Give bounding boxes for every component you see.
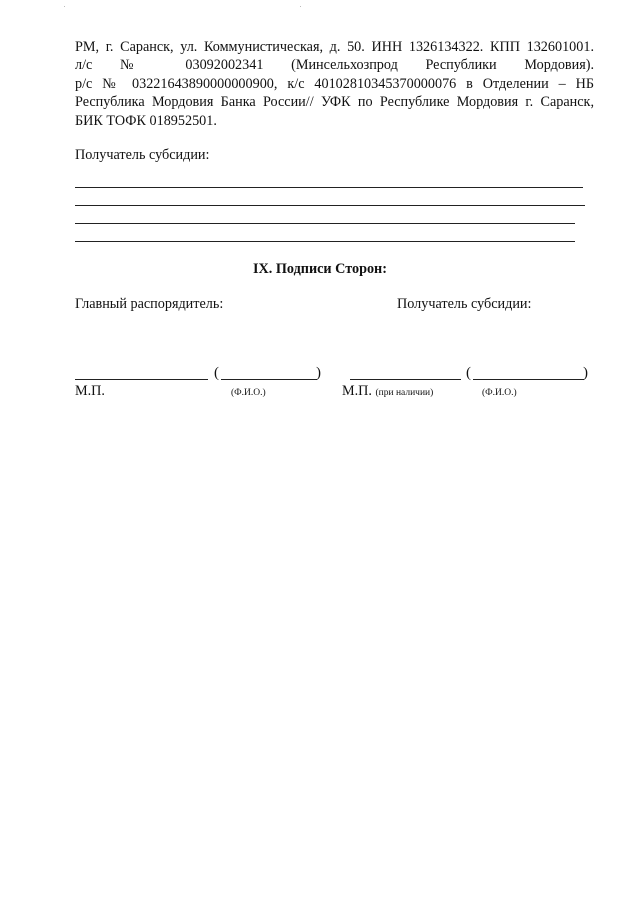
left-fio-open-paren: ( (214, 365, 219, 381)
bank-details-line: БИК ТОФК 018952501. (75, 112, 217, 129)
right-seal-mark-group (342, 383, 433, 400)
scan-dot (300, 6, 301, 7)
subsidy-recipient-label: Получатель субсидии: (397, 296, 532, 312)
right-signature-line[interactable] (350, 379, 461, 380)
left-fio-caption: (Ф.И.О.) (231, 388, 266, 398)
right-seal-mark: М.П. (342, 383, 372, 399)
bank-details-line: Республика Мордовия Банка России// УФК по Республике Мордовия г. Саранск, (75, 94, 594, 111)
right-fio-line[interactable] (473, 379, 584, 380)
bank-details-line: р/с № 03221643890000000900, к/с 40102810345370000076 в Отделении – НБ (75, 75, 594, 92)
recipient-fill-line[interactable] (75, 223, 575, 224)
recipient-label: Получатель субсидии: (75, 147, 210, 163)
left-seal-mark: М.П. (75, 383, 105, 399)
left-fio-line[interactable] (221, 379, 317, 380)
recipient-fill-line[interactable] (75, 187, 583, 188)
right-fio-open-paren: ( (466, 365, 471, 381)
left-fio-close-paren: ) (316, 365, 321, 381)
recipient-fill-line[interactable] (75, 205, 585, 206)
left-signature-line[interactable] (75, 379, 208, 380)
bank-details-line: РМ, г. Саранск, ул. Коммунистическая, д. 50. ИНН 1326134322. КПП 132601001. (75, 39, 594, 55)
bank-details-line: л/с № 03092002341 (Минсельхозпрод Республики Мордовия). (75, 57, 594, 74)
bank-details-paragraph (75, 38, 594, 130)
scan-dot (64, 6, 65, 7)
right-fio-caption: (Ф.И.О.) (482, 388, 517, 398)
recipient-fill-line[interactable] (75, 241, 575, 242)
chief-manager-label: Главный распорядитель: (75, 296, 224, 312)
right-fio-close-paren: ) (583, 365, 588, 381)
right-seal-note: (при наличии) (375, 388, 434, 398)
section-heading: IX. Подписи Сторон: (253, 261, 387, 277)
